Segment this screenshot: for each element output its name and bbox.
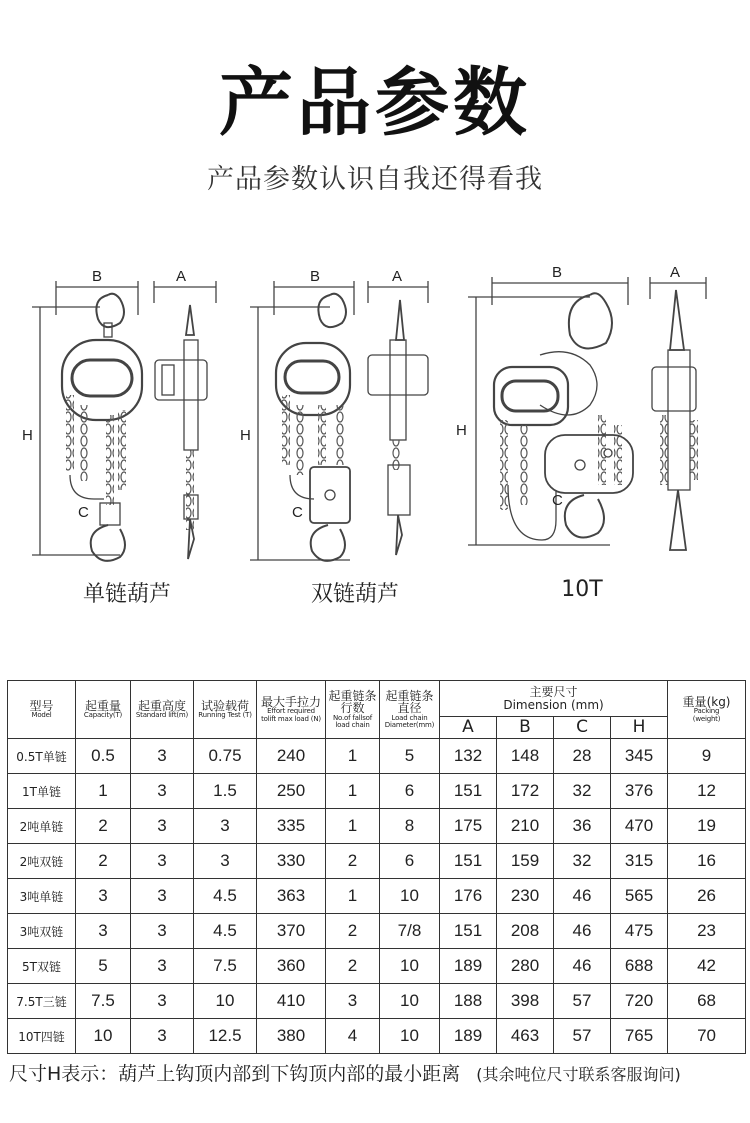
cell-dim-c: 32 bbox=[554, 774, 611, 809]
cell-dim-b: 148 bbox=[497, 739, 554, 774]
cell-weight: 16 bbox=[668, 844, 746, 879]
cell-diameter: 6 bbox=[380, 844, 440, 879]
cell-dim-a: 175 bbox=[440, 809, 497, 844]
th-test: 试验载荷 Running Test (T) bbox=[194, 681, 257, 739]
th-dim-h: H bbox=[611, 717, 668, 739]
cell-effort: 360 bbox=[257, 949, 326, 984]
cell-test: 10 bbox=[194, 984, 257, 1019]
cell-diameter: 10 bbox=[380, 984, 440, 1019]
th-model: 型号 Model bbox=[8, 681, 76, 739]
cell-effort: 330 bbox=[257, 844, 326, 879]
dim-c-2: C bbox=[292, 504, 303, 521]
cell-dim-b: 208 bbox=[497, 914, 554, 949]
cell-dim-c: 28 bbox=[554, 739, 611, 774]
dim-c-3: C bbox=[552, 492, 563, 509]
cell-dim-c: 46 bbox=[554, 914, 611, 949]
cell-model: 10T四链 bbox=[8, 1019, 76, 1054]
cell-model: 2吨单链 bbox=[8, 809, 76, 844]
cell-weight: 9 bbox=[668, 739, 746, 774]
cell-dim-c: 57 bbox=[554, 984, 611, 1019]
dim-h-1: H bbox=[22, 427, 33, 444]
ten-ton-hoist-side bbox=[650, 277, 706, 550]
cell-effort: 410 bbox=[257, 984, 326, 1019]
cell-dim-a: 151 bbox=[440, 914, 497, 949]
cell-capacity: 1 bbox=[76, 774, 131, 809]
cell-dim-a: 151 bbox=[440, 774, 497, 809]
cell-dim-a: 189 bbox=[440, 949, 497, 984]
cell-model: 7.5T三链 bbox=[8, 984, 76, 1019]
cell-diameter: 6 bbox=[380, 774, 440, 809]
table-row bbox=[8, 949, 746, 984]
dim-b-3: B bbox=[552, 264, 563, 281]
cell-dim-h: 720 bbox=[611, 984, 668, 1019]
cell-model: 1T单链 bbox=[8, 774, 76, 809]
cell-dim-a: 132 bbox=[440, 739, 497, 774]
cell-lift: 3 bbox=[131, 739, 194, 774]
table-row bbox=[8, 984, 746, 1019]
cell-test: 3 bbox=[194, 844, 257, 879]
cell-test: 7.5 bbox=[194, 949, 257, 984]
cell-dim-h: 475 bbox=[611, 914, 668, 949]
th-diameter: 起重链条 直径 Load chain Diameter(mm) bbox=[380, 681, 440, 739]
cell-lift: 3 bbox=[131, 949, 194, 984]
th-capacity: 起重量 Capacity(T) bbox=[76, 681, 131, 739]
cell-falls: 1 bbox=[326, 809, 380, 844]
cell-weight: 12 bbox=[668, 774, 746, 809]
th-effort: 最大手拉力 Effort required tolift max load (N) bbox=[257, 681, 326, 739]
cell-capacity: 3 bbox=[76, 914, 131, 949]
cell-lift: 3 bbox=[131, 844, 194, 879]
cell-effort: 240 bbox=[257, 739, 326, 774]
cell-model: 5T双链 bbox=[8, 949, 76, 984]
cell-falls: 2 bbox=[326, 914, 380, 949]
cell-falls: 1 bbox=[326, 739, 380, 774]
cell-weight: 68 bbox=[668, 984, 746, 1019]
header-row-main bbox=[8, 681, 746, 717]
spec-table bbox=[7, 680, 746, 1054]
cell-falls: 2 bbox=[326, 844, 380, 879]
dim-a-2: A bbox=[392, 268, 403, 285]
cell-lift: 3 bbox=[131, 914, 194, 949]
cell-falls: 4 bbox=[326, 1019, 380, 1054]
th-falls: 起重链条 行数 No.of fallsof load chain bbox=[326, 681, 380, 739]
cell-dim-h: 688 bbox=[611, 949, 668, 984]
cell-falls: 2 bbox=[326, 949, 380, 984]
cell-capacity: 3 bbox=[76, 879, 131, 914]
cell-test: 4.5 bbox=[194, 914, 257, 949]
cell-diameter: 10 bbox=[380, 1019, 440, 1054]
cell-lift: 3 bbox=[131, 774, 194, 809]
cell-dim-c: 32 bbox=[554, 844, 611, 879]
cell-capacity: 5 bbox=[76, 949, 131, 984]
cell-dim-a: 151 bbox=[440, 844, 497, 879]
cell-weight: 23 bbox=[668, 914, 746, 949]
th-dim-a: A bbox=[440, 717, 497, 739]
cell-dim-h: 565 bbox=[611, 879, 668, 914]
cell-test: 12.5 bbox=[194, 1019, 257, 1054]
cell-capacity: 10 bbox=[76, 1019, 131, 1054]
cell-model: 3吨双链 bbox=[8, 914, 76, 949]
cell-diameter: 7/8 bbox=[380, 914, 440, 949]
page-title: 产品参数 bbox=[219, 60, 531, 146]
ten-ton-hoist-front bbox=[468, 277, 633, 545]
dim-a-1: A bbox=[176, 268, 187, 285]
cell-model: 2吨双链 bbox=[8, 844, 76, 879]
cell-effort: 370 bbox=[257, 914, 326, 949]
th-dim-c: C bbox=[554, 717, 611, 739]
cell-test: 0.75 bbox=[194, 739, 257, 774]
table-row bbox=[8, 844, 746, 879]
footnote-main: 尺寸H表示：葫芦上钩顶内部到下钩顶内部的最小距离 bbox=[9, 1063, 461, 1085]
table-row bbox=[8, 739, 746, 774]
cell-dim-a: 188 bbox=[440, 984, 497, 1019]
cell-diameter: 5 bbox=[380, 739, 440, 774]
cell-effort: 250 bbox=[257, 774, 326, 809]
cell-lift: 3 bbox=[131, 809, 194, 844]
table-row bbox=[8, 879, 746, 914]
cell-dim-c: 57 bbox=[554, 1019, 611, 1054]
cell-dim-b: 463 bbox=[497, 1019, 554, 1054]
cell-capacity: 2 bbox=[76, 809, 131, 844]
cell-dim-b: 159 bbox=[497, 844, 554, 879]
cell-weight: 26 bbox=[668, 879, 746, 914]
cell-falls: 3 bbox=[326, 984, 380, 1019]
cell-dim-h: 376 bbox=[611, 774, 668, 809]
hoist-drawings bbox=[0, 255, 750, 585]
th-weight: 重量(kg) Packing (weight) bbox=[668, 681, 746, 739]
table-row bbox=[8, 914, 746, 949]
cell-test: 3 bbox=[194, 809, 257, 844]
cell-diameter: 10 bbox=[380, 879, 440, 914]
dim-c-1: C bbox=[78, 504, 89, 521]
dim-h-3: H bbox=[456, 422, 467, 439]
cell-dim-h: 470 bbox=[611, 809, 668, 844]
cell-model: 3吨单链 bbox=[8, 879, 76, 914]
cell-lift: 3 bbox=[131, 984, 194, 1019]
cell-dim-b: 398 bbox=[497, 984, 554, 1019]
cell-effort: 363 bbox=[257, 879, 326, 914]
cell-effort: 380 bbox=[257, 1019, 326, 1054]
th-lift: 起重高度 Standard lift(m) bbox=[131, 681, 194, 739]
cell-dim-b: 230 bbox=[497, 879, 554, 914]
cell-dim-h: 765 bbox=[611, 1019, 668, 1054]
cell-weight: 19 bbox=[668, 809, 746, 844]
footnote-paren: (其余吨位尺寸联系客服询问) bbox=[476, 1065, 681, 1084]
cell-dim-a: 189 bbox=[440, 1019, 497, 1054]
cell-diameter: 10 bbox=[380, 949, 440, 984]
label-double-chain: 双链葫芦 bbox=[310, 582, 399, 607]
table-row bbox=[8, 774, 746, 809]
cell-diameter: 8 bbox=[380, 809, 440, 844]
cell-dim-a: 176 bbox=[440, 879, 497, 914]
th-dimension: 主要尺寸 Dimension (mm) bbox=[440, 681, 668, 717]
cell-falls: 1 bbox=[326, 774, 380, 809]
cell-lift: 3 bbox=[131, 1019, 194, 1054]
th-dim-b: B bbox=[497, 717, 554, 739]
cell-capacity: 7.5 bbox=[76, 984, 131, 1019]
label-10t: 10T bbox=[561, 577, 603, 602]
table-row bbox=[8, 809, 746, 844]
hoist-diagrams bbox=[0, 255, 750, 615]
single-chain-hoist-side bbox=[154, 281, 216, 559]
dim-h-2: H bbox=[240, 427, 251, 444]
label-single-chain: 单链葫芦 bbox=[82, 582, 171, 607]
double-chain-hoist-side bbox=[368, 281, 428, 555]
cell-model: 0.5T单链 bbox=[8, 739, 76, 774]
cell-effort: 335 bbox=[257, 809, 326, 844]
cell-capacity: 0.5 bbox=[76, 739, 131, 774]
cell-falls: 1 bbox=[326, 879, 380, 914]
dim-b-1: B bbox=[92, 268, 103, 285]
cell-weight: 70 bbox=[668, 1019, 746, 1054]
cell-test: 4.5 bbox=[194, 879, 257, 914]
table-row bbox=[8, 1019, 746, 1054]
page-subtitle: 产品参数认识自我还得看我 bbox=[207, 164, 543, 195]
cell-dim-c: 36 bbox=[554, 809, 611, 844]
cell-dim-c: 46 bbox=[554, 879, 611, 914]
dim-a-3: A bbox=[670, 264, 681, 281]
cell-lift: 3 bbox=[131, 879, 194, 914]
cell-dim-b: 210 bbox=[497, 809, 554, 844]
cell-test: 1.5 bbox=[194, 774, 257, 809]
cell-dim-b: 280 bbox=[497, 949, 554, 984]
dim-b-2: B bbox=[310, 268, 321, 285]
cell-capacity: 2 bbox=[76, 844, 131, 879]
cell-dim-b: 172 bbox=[497, 774, 554, 809]
cell-weight: 42 bbox=[668, 949, 746, 984]
cell-dim-c: 46 bbox=[554, 949, 611, 984]
cell-dim-h: 345 bbox=[611, 739, 668, 774]
cell-dim-h: 315 bbox=[611, 844, 668, 879]
footnote bbox=[9, 1059, 749, 1086]
